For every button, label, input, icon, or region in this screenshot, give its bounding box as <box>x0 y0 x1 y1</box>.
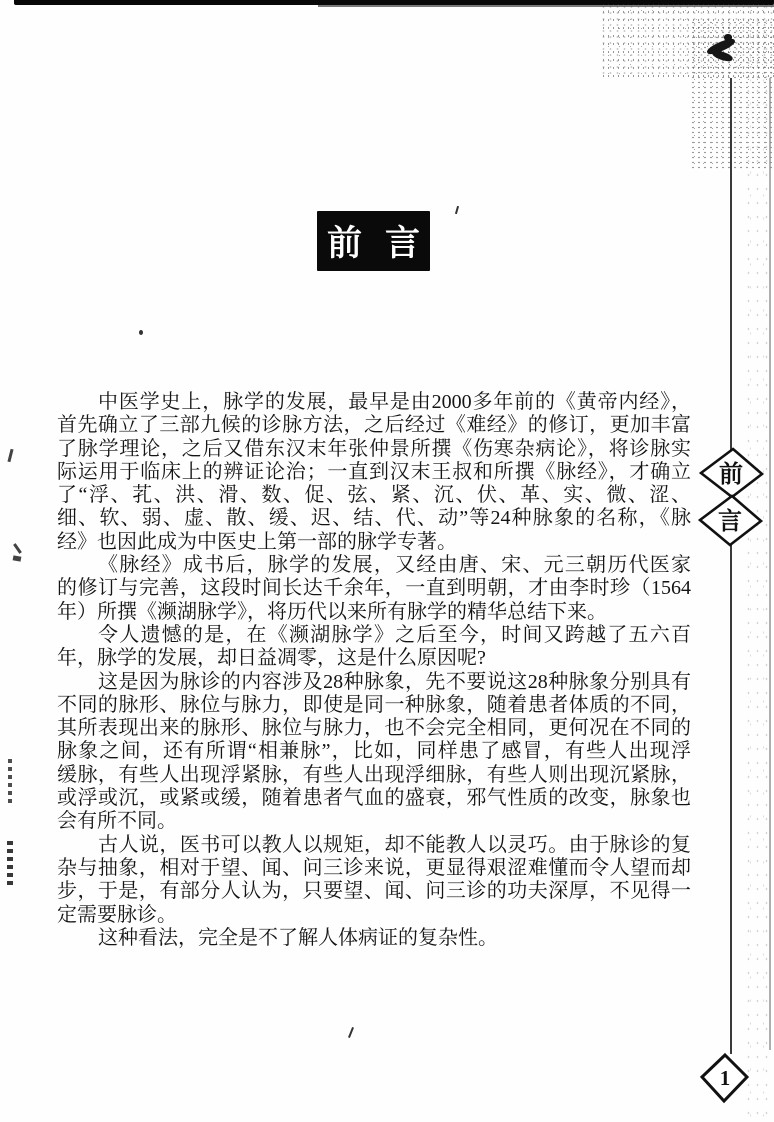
body-line: 步，于是，有部分人认为，只要望、闻、问三诊的功夫深厚，不见得一 <box>57 880 691 903</box>
body-line: 缓脉，有些人出现浮紧脉，有些人出现浮细脉，有些人则出现沉紧脉， <box>57 763 691 786</box>
body-line: 会有所不同。 <box>57 810 177 833</box>
body-line: 其所表现出来的脉形、脉位与脉力，也不会完全相同，更何况在不同的 <box>57 717 691 740</box>
body-line: 杂与抽象，相对于望、闻、问三诊来说，更显得艰涩难懂而令人望而却 <box>57 856 691 879</box>
body-line: 脉象之间，还有所谓“相兼脉”，比如，同样患了感冒，有些人出现浮 <box>57 740 691 763</box>
ink-speck <box>455 206 459 214</box>
sidebar-char-top: 前 <box>719 462 743 488</box>
sidebar-vertical-rule <box>730 78 732 1054</box>
ink-speck <box>139 330 143 335</box>
body-line: 不同的脉形、脉位与脉力，即使是同一种脉象，随着患者体质的不同， <box>57 693 691 716</box>
body-line: 这是因为脉诊的内容涉及28种脉象，先不要说这28种脉象分别具有 <box>98 670 691 693</box>
ink-speck <box>348 1027 354 1038</box>
page-edge-line <box>769 78 771 1050</box>
body-line: 际运用于临床上的辨证论治；一直到汉末王叔和所撰《脉经》，才确立 <box>57 460 691 483</box>
page-number-marker <box>699 1051 751 1105</box>
ink-smudge <box>13 555 22 561</box>
sidebar-chapter-marker <box>697 444 767 550</box>
ink-smudge <box>13 543 22 554</box>
body-line: 定需要脉诊。 <box>57 903 177 926</box>
body-line: 年）所撰《濒湖脉学》，将历代以来所有脉学的精华总结下来。 <box>57 600 607 623</box>
body-line: 古人说，医书可以教人以规矩，却不能教人以灵巧。由于脉诊的复 <box>98 833 691 856</box>
body-line: 首先确立了三部九候的诊脉方法，之后经过《难经》的修订，更加丰富 <box>57 414 691 437</box>
body-line: 《脉经》成书后，脉学的发展，又经由唐、宋、元三朝历代医家 <box>98 554 691 577</box>
body-line: 中医学史上，脉学的发展，最早是由2000多年前的《黄帝内经》， <box>98 391 691 413</box>
body-line: 了“浮、芤、洪、滑、数、促、弦、紧、沉、伏、革、实、微、涩、 <box>57 484 691 507</box>
body-text <box>57 391 691 950</box>
preface-title-text: 前言 <box>326 224 443 263</box>
ink-smudge <box>7 449 13 462</box>
body-line: 经》也因此成为中医史上第一部的脉学专著。 <box>57 530 457 553</box>
body-line: 细、软、弱、虚、散、缓、迟、结、代、动”等24种脉象的名称，《脉 <box>57 507 691 530</box>
sidebar-char-bottom: 言 <box>718 509 742 535</box>
body-line: 的修订与完善，这段时间长达千余年，一直到明朝，才由李时珍（1564 <box>57 577 691 600</box>
body-line: 令人遗憾的是，在《濒湖脉学》之后至今，时间又跨越了五六百 <box>98 623 691 646</box>
ink-smudge <box>724 34 732 41</box>
body-line: 年，脉学的发展，却日益凋零，这是什么原因呢? <box>57 647 486 670</box>
body-line: 了脉学理论，之后又借东汉末年张仲景所撰《伤寒杂病论》，将诊脉实 <box>57 437 691 460</box>
ink-smudge <box>7 841 13 885</box>
body-line: 这种看法，完全是不了解人体病证的复杂性。 <box>98 926 498 949</box>
preface-title-box <box>317 211 443 271</box>
body-line: 或浮或沉，或紧或缓，随着患者气血的盛衰，邪气性质的改变，脉象也 <box>57 787 691 810</box>
page-number: 1 <box>719 1066 731 1090</box>
ink-smudge <box>8 759 12 805</box>
